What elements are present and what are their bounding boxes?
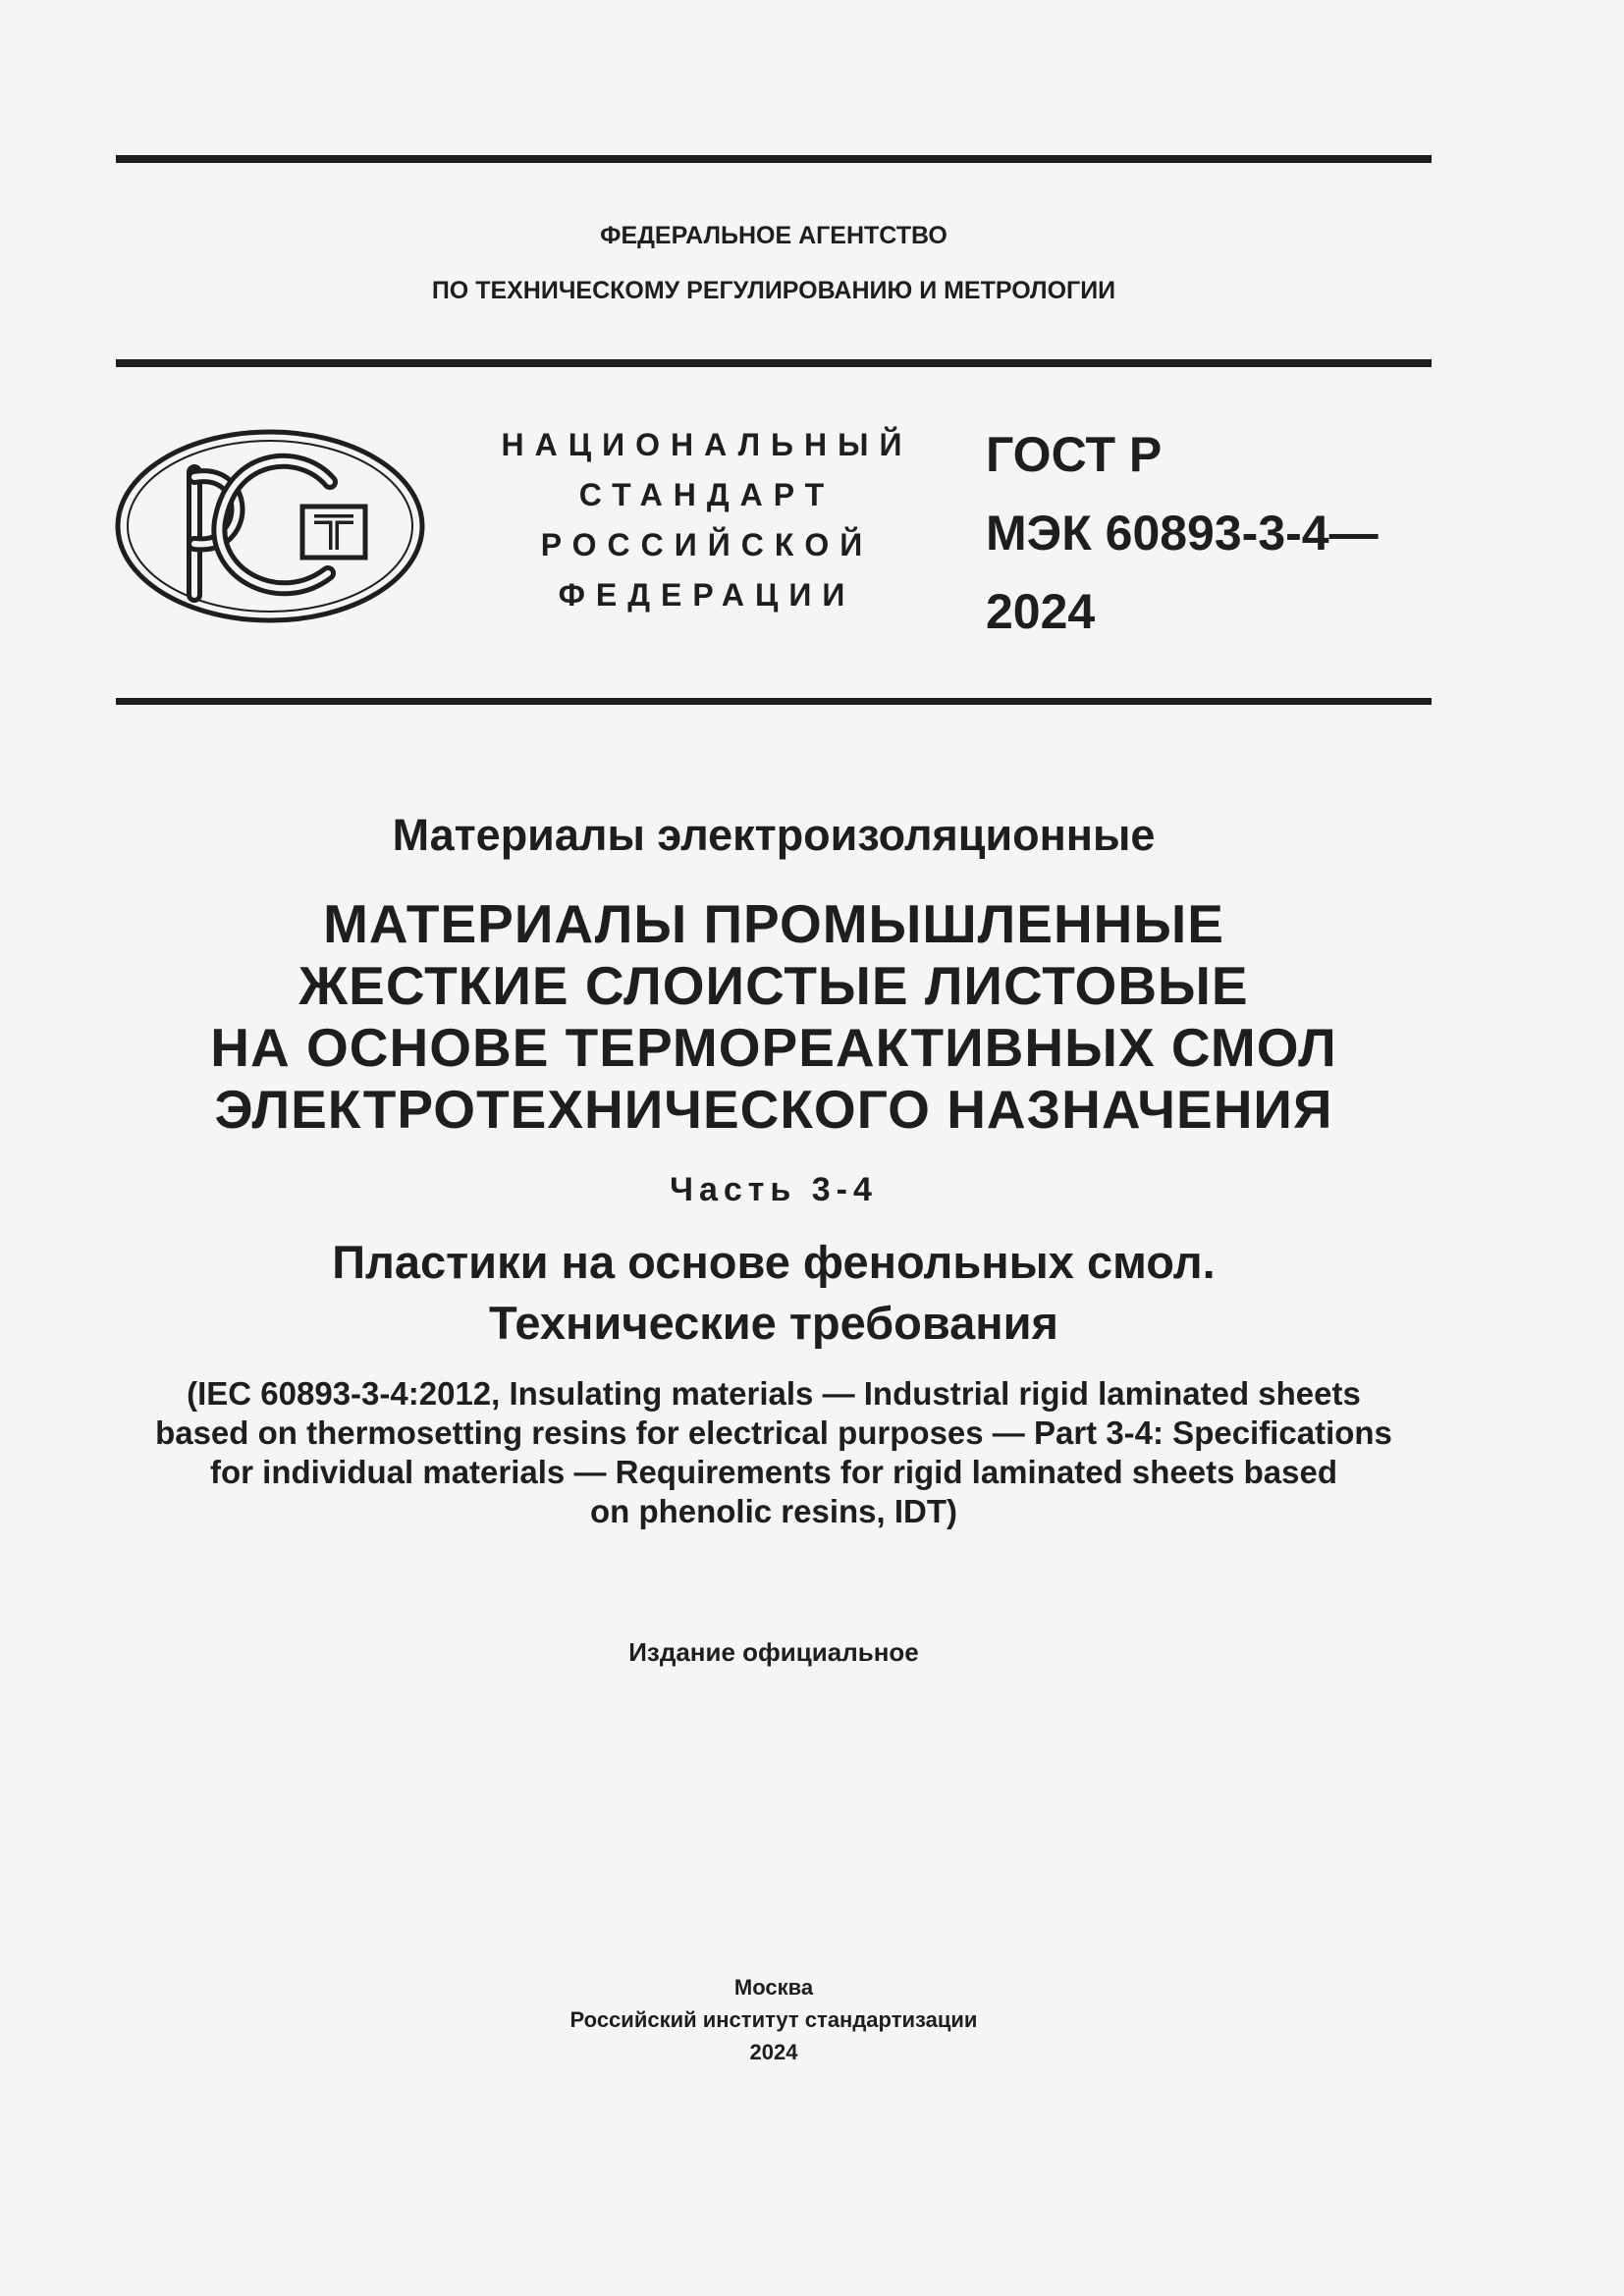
designation-line-1: ГОСТ Р	[986, 427, 1163, 482]
imprint-publisher: Российский институт стандартизации	[569, 2007, 978, 2032]
edition-label: Издание официальное	[628, 1637, 919, 1667]
main-title	[116, 893, 1432, 1141]
top-rule	[116, 155, 1432, 163]
main-title-line-2: ЖЕСТКИЕ СЛОИСТЫЕ ЛИСТОВЫЕ	[298, 955, 1249, 1016]
title-rule	[116, 698, 1432, 705]
iec-line-3: for individual materials — Requirements for rigid laminated sheets based	[210, 1454, 1337, 1490]
national-standard-line-4: ФЕДЕРАЦИИ	[558, 577, 856, 613]
national-standard-label	[481, 420, 933, 620]
agency-line-1: ФЕДЕРАЛЬНОЕ АГЕНТСТВО	[600, 222, 947, 249]
rst-certification-mark-icon	[114, 428, 426, 624]
iec-reference	[116, 1374, 1432, 1531]
imprint	[116, 1971, 1432, 2068]
part-label: Часть 3-4	[670, 1171, 878, 1208]
subtitle: Материалы электроизоляционные	[392, 810, 1156, 860]
standard-designation	[986, 415, 1379, 651]
part-title-line-1: Пластики на основе фенольных смол.	[332, 1236, 1216, 1288]
main-title-line-1: МАТЕРИАЛЫ ПРОМЫШЛЕННЫЕ	[323, 893, 1224, 954]
imprint-year: 2024	[749, 2040, 798, 2064]
iec-line-2: based on thermosetting resins for electrical purposes — Part 3-4: Specifications	[155, 1415, 1392, 1451]
main-title-line-3: НА ОСНОВЕ ТЕРМОРЕАКТИВНЫХ СМОЛ	[210, 1017, 1337, 1078]
main-title-line-4: ЭЛЕКТРОТЕХНИЧЕСКОГО НАЗНАЧЕНИЯ	[214, 1079, 1333, 1140]
header-rule	[116, 359, 1432, 367]
national-standard-line-2: СТАНДАРТ	[578, 477, 836, 512]
designation-line-2: МЭК 60893-3-4—	[986, 506, 1379, 561]
national-standard-line-1: НАЦИОНАЛЬНЫЙ	[501, 427, 913, 462]
iec-line-4: on phenolic resins, IDT)	[589, 1493, 958, 1529]
part-title-line-2: Технические требования	[489, 1297, 1058, 1349]
agency-line-2: ПО ТЕХНИЧЕСКОМУ РЕГУЛИРОВАНИЮ И МЕТРОЛОГИИ	[431, 277, 1116, 304]
designation-line-3: 2024	[986, 584, 1096, 639]
imprint-city: Москва	[733, 1975, 814, 2000]
part-title	[116, 1232, 1432, 1354]
iec-line-1: (IEC 60893-3-4:2012, Insulating materials — Industrial rigid laminated sheets	[187, 1375, 1361, 1412]
national-standard-line-3: РОССИЙСКОЙ	[540, 527, 874, 562]
